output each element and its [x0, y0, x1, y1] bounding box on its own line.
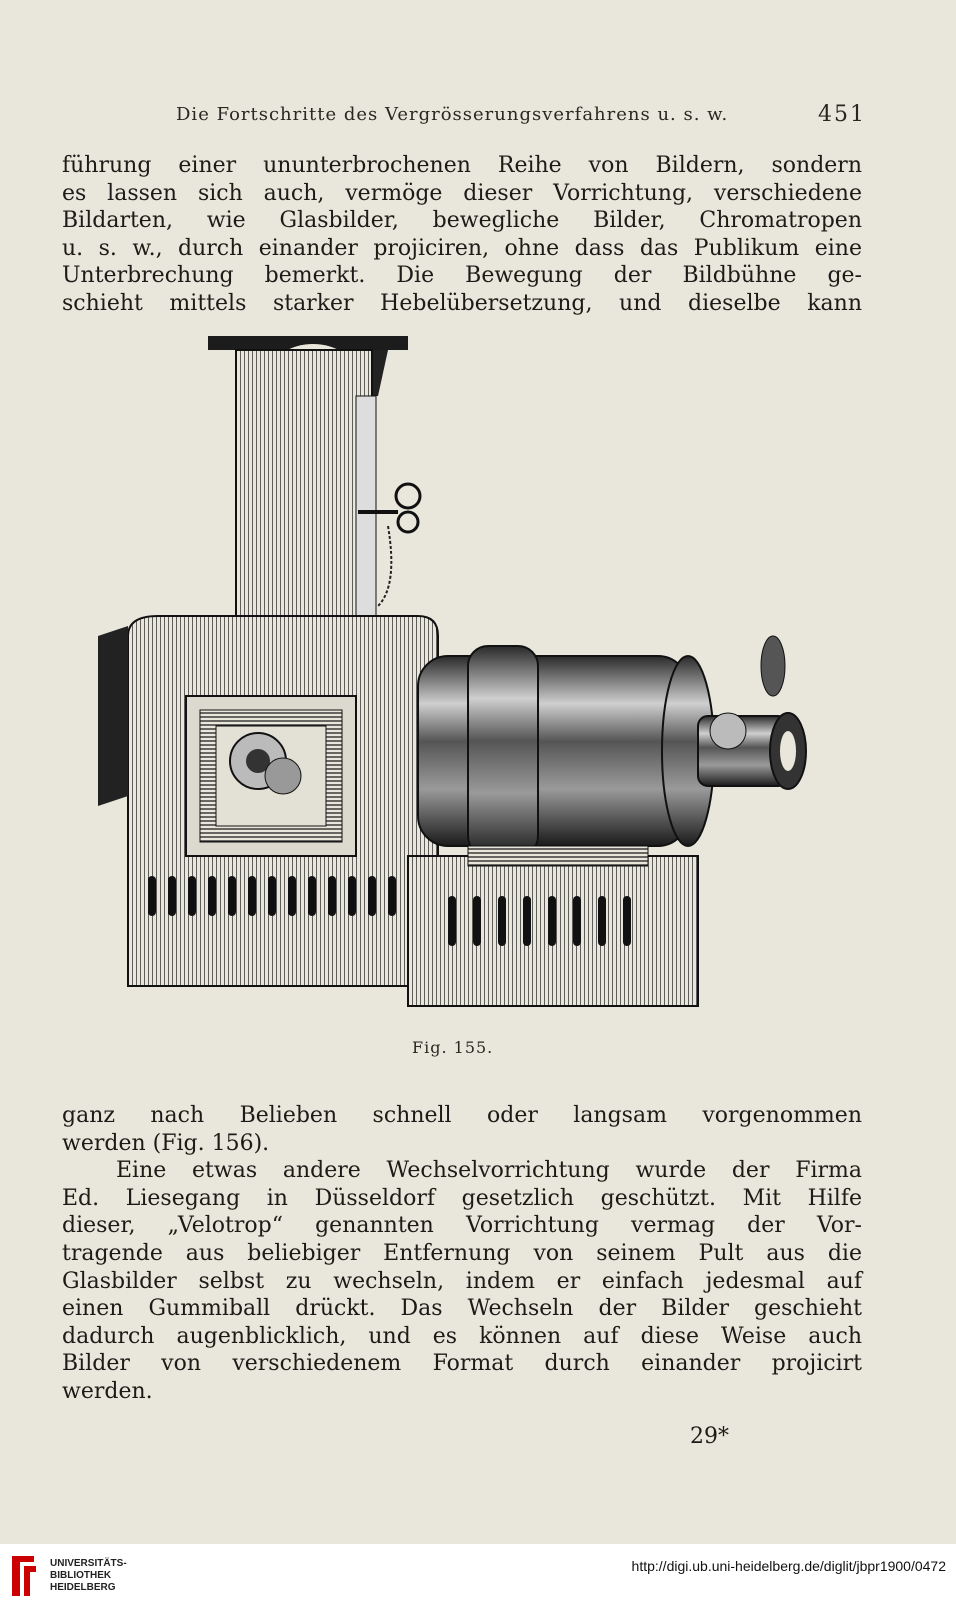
projector-illustration	[88, 336, 848, 1036]
library-name-line: UNIVERSITÄTS-	[50, 1558, 127, 1569]
library-name	[50, 1558, 127, 1594]
paragraph-bottom	[62, 1102, 862, 1406]
text-line: einen Gummiball drückt. Das Wechseln der Bilder geschieht	[62, 1296, 862, 1322]
text-line: Glasbilder selbst zu wechseln, indem er einfach jedesmal auf	[62, 1268, 862, 1294]
text-line: Unterbrechung bemerkt. Die Bewegung der Bildbühne ge-	[62, 263, 862, 289]
text-line: ganz nach Belieben schnell oder langsam vorgenommen	[62, 1103, 862, 1128]
text-line: dieser, „Velotrop“ genannten Vorrichtung vermag der Vor-	[62, 1213, 862, 1239]
library-footer	[0, 1544, 956, 1610]
signature-mark: 29*	[690, 1424, 729, 1449]
text-line: werden (Fig. 156).	[62, 1130, 270, 1156]
text-line: Eine etwas andere Wechselvorrichtung wurde der Firma	[116, 1158, 862, 1184]
text-line: Ed. Liesegang in Düsseldorf gesetzlich geschützt. Mit Hilfe	[62, 1185, 862, 1211]
text-line: schieht mittels starker Hebelübersetzung, und dieselbe kann	[62, 290, 862, 316]
text-line: es lassen sich auch, vermöge dieser Vorrichtung, verschiedene	[62, 180, 862, 206]
library-logo-icon	[8, 1554, 40, 1598]
text-line: Bildarten, wie Glasbilder, bewegliche Bilder, Chromatropen	[62, 208, 862, 234]
library-name-line: BIBLIOTHEK	[50, 1570, 112, 1581]
source-url-link[interactable]: http://digi.ub.uni-heidelberg.de/diglit/jbpr1900/0472	[631, 1558, 946, 1574]
running-title: Die Fortschritte des Vergrösserungsverfahrens u. s. w.	[176, 104, 729, 125]
text-line: werden.	[62, 1378, 153, 1404]
text-line: tragende aus beliebiger Entfernung von seinem Pult aus die	[62, 1240, 862, 1266]
text-line: führung einer ununterbrochenen Reihe von Bildern, sondern	[62, 153, 862, 178]
figure-caption: Fig. 155.	[412, 1038, 494, 1057]
paragraph-top	[62, 152, 862, 318]
text-line: dadurch augenblicklich, und es können auf diese Weise auch	[62, 1323, 862, 1349]
running-header	[0, 100, 956, 132]
library-name-line: HEIDELBERG	[50, 1582, 116, 1593]
text-line: u. s. w., durch einander projiciren, ohne dass das Publikum eine	[62, 235, 862, 261]
page-number: 451	[818, 102, 866, 127]
text-line: Bilder von verschiedenem Format durch einander projicirt	[62, 1351, 862, 1377]
